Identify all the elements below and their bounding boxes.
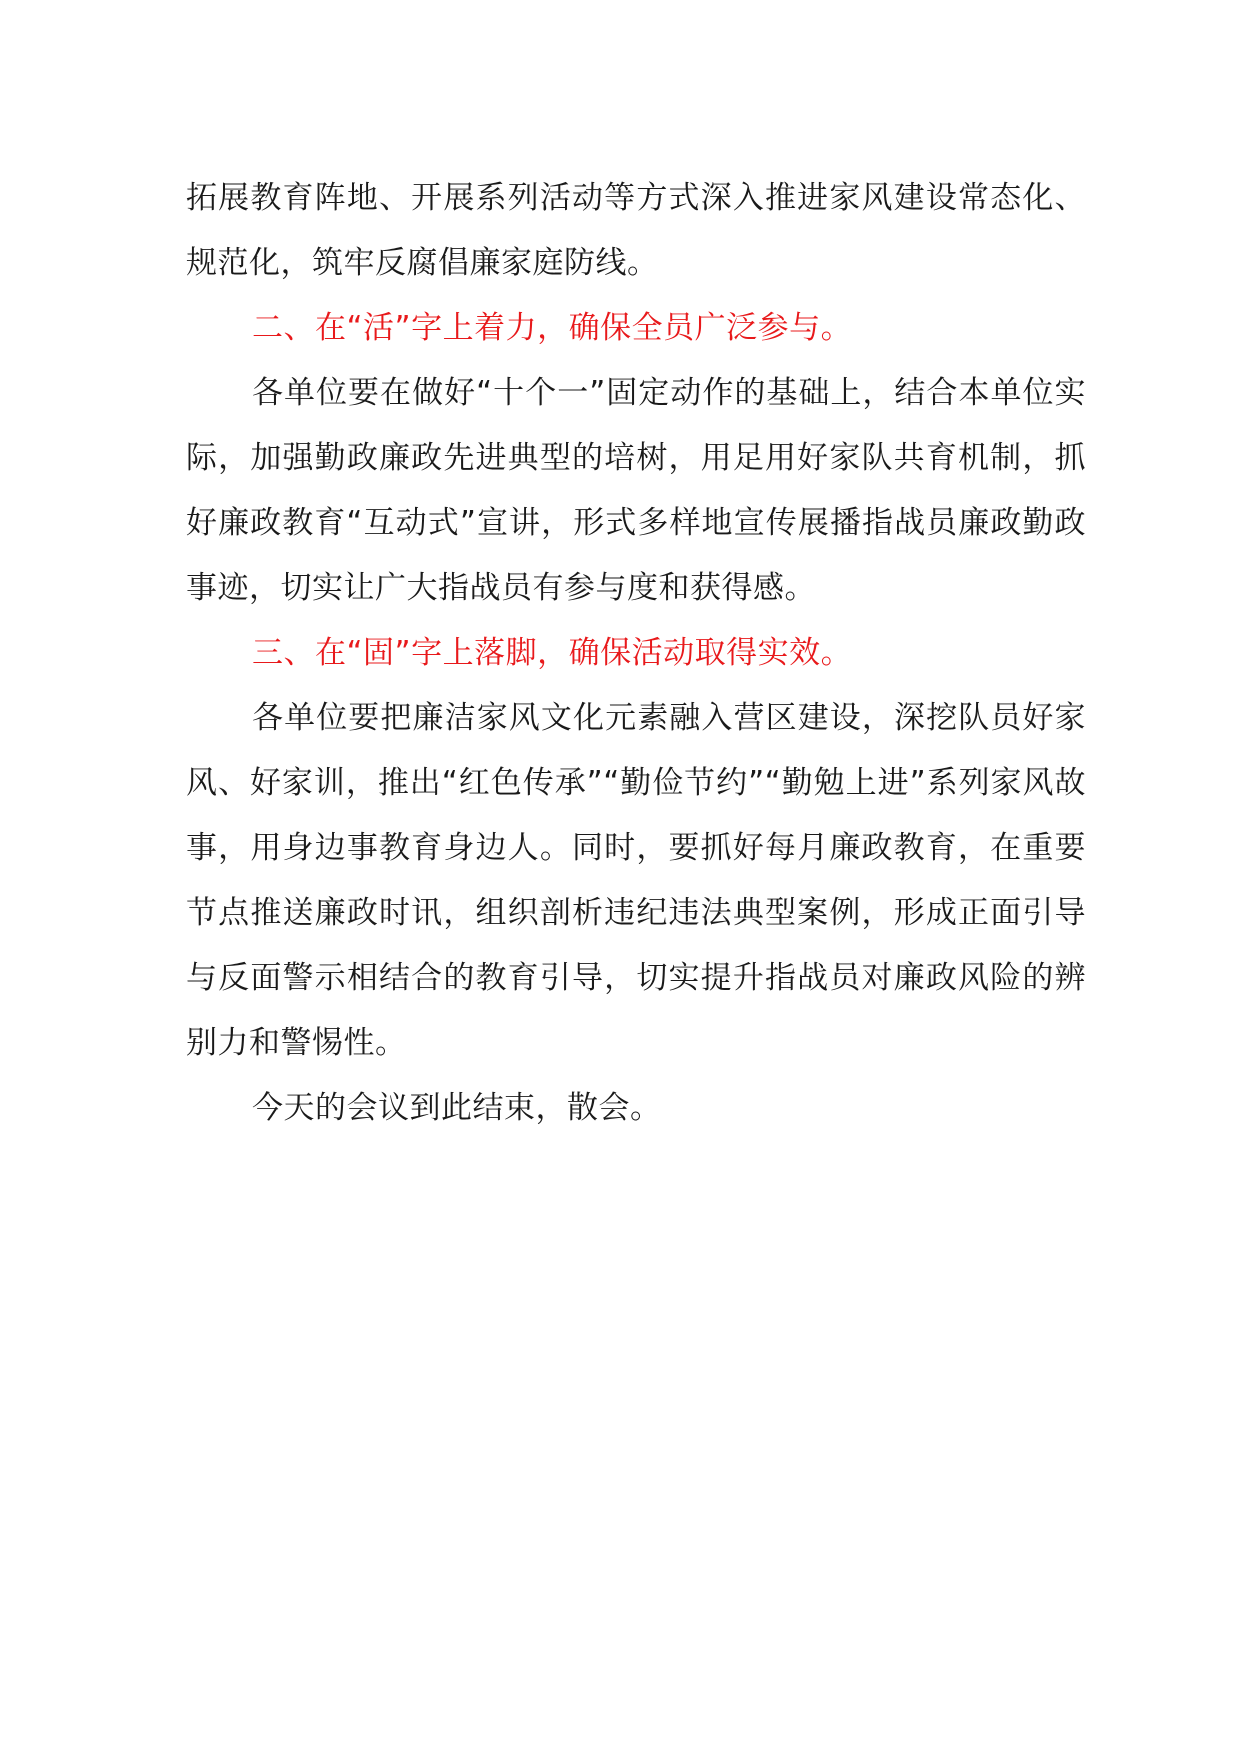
paragraph-continuation: 拓展教育阵地、开展系列活动等方式深入推进家风建设常态化、规范化，筑牢反腐倡廉家庭防线。 — [186, 180, 1086, 281]
paragraph-closing: 今天的会议到此结束，散会。 — [252, 1090, 662, 1126]
paragraph-section-2: 各单位要在做好“十个一”固定动作的基础上，结合本单位实际，加强勤政廉政先进典型的培树，用足用好家队共育机制，抓好廉政教育“互动式”宣讲，形式多样地宣传展播指战员廉政勤政事迹，切实让广大指战员有参与度和获得感。 — [186, 375, 1086, 606]
document-body — [186, 166, 1086, 1141]
section-heading-2: 二、在“活”字上着力，确保全员广泛参与。 — [252, 310, 853, 346]
section-heading-3: 三、在“固”字上落脚，确保活动取得实效。 — [252, 635, 853, 671]
paragraph-section-3: 各单位要把廉洁家风文化元素融入营区建设，深挖队员好家风、好家训，推出“红色传承”“勤俭节约”“勤勉上进”系列家风故事，用身边事教育身边人。同时，要抓好每月廉政教育，在重要节点推送廉政时讯，组织剖析违纪违法典型案例，形成正面引导与反面警示相结合的教育引导，切实提升指战员对廉政风险的辨别力和警惕性。 — [186, 700, 1086, 1061]
